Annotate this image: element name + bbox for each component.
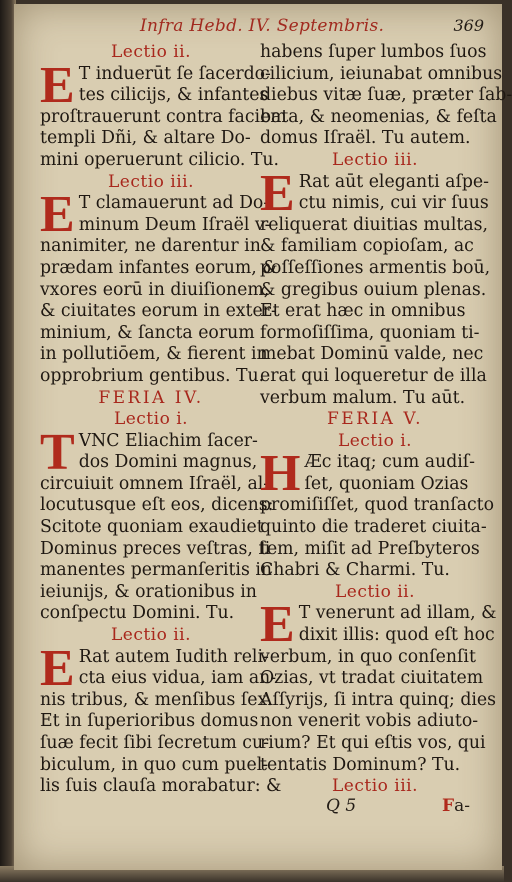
catchword-rest: a- bbox=[454, 796, 470, 816]
text-line: ieiunijs, & orationibus in bbox=[40, 581, 257, 602]
text-line: vxores eorū in diuiſionem, bbox=[40, 279, 270, 300]
text-line: promiſiſſet, quod tranſacto bbox=[260, 495, 495, 516]
text-line: dixit illis: quod eſt hoc bbox=[298, 625, 495, 646]
text-line: Rat autem Iudith reli- bbox=[78, 646, 269, 667]
text-line: Et erat hæc in omnibus bbox=[260, 301, 466, 322]
feria-block bbox=[260, 409, 495, 582]
text-line: Aſſyrijs, ſi intra quinq; dies bbox=[260, 689, 497, 710]
text-line: tes cilicijs, & infantes bbox=[78, 85, 269, 106]
lectio-block bbox=[40, 625, 282, 798]
lectio-block bbox=[40, 42, 287, 172]
text-line: proſtrauerunt contra faciem bbox=[40, 106, 287, 127]
text-line: diebus vitæ ſuæ, præter ſab- bbox=[260, 85, 512, 106]
text-line: lis ſuis clauſa morabatur: & bbox=[40, 776, 282, 797]
text-line: rium? Et qui eſtis vos, qui bbox=[260, 733, 486, 753]
text-line: locutusque eſt eos, dicens: bbox=[40, 495, 274, 516]
drop-cap-initial: E bbox=[260, 596, 295, 654]
text-line: mebat Dominū valde, nec bbox=[260, 344, 484, 365]
text-line: Rat aūt eleganti aſpe- bbox=[298, 171, 489, 192]
text-line: prædam infantes eorum, & bbox=[40, 257, 278, 278]
text-line: nis tribus, & menſibus ſex. bbox=[40, 689, 273, 710]
text-line: T clamauerunt ad Do- bbox=[78, 193, 270, 214]
drop-cap-initial: E bbox=[40, 639, 75, 697]
lectio-rubric: Lectio ii. bbox=[334, 581, 416, 602]
text-line: Et in ſuperioribus domus bbox=[40, 711, 259, 732]
page-footer bbox=[14, 796, 502, 826]
text-line: ſuæ fecit ſibi ſecretum cu- bbox=[40, 733, 269, 753]
text-line: domus Iſraël. Tu autem. bbox=[260, 128, 471, 149]
lectio-rubric: Lectio ii. bbox=[110, 625, 192, 646]
catchword bbox=[442, 796, 470, 816]
drop-cap-initial: H bbox=[260, 445, 301, 503]
feria-block bbox=[40, 387, 274, 626]
text-line: Ozias, vt tradat ciuitatem bbox=[260, 668, 484, 689]
lectio-block bbox=[260, 581, 497, 776]
text-line: tem, miſit ad Preſbyteros bbox=[260, 538, 480, 559]
lectio-block bbox=[40, 171, 278, 388]
lectio-rubric: Lectio i. bbox=[113, 409, 189, 430]
text-line: verbum, in quo conſenſit bbox=[260, 646, 476, 667]
text-line: nanimiter, ne darentur in bbox=[40, 236, 261, 257]
text-line: minium, & ſancta eorum bbox=[40, 322, 255, 343]
text-line: in pollutiōem, & fierent in bbox=[40, 344, 268, 365]
text-line: reliquerat diuitias multas, bbox=[260, 214, 488, 235]
text-line: conſpectu Domini. Tu. bbox=[40, 603, 235, 624]
drop-cap-initial: E bbox=[40, 56, 75, 114]
text-line: T venerunt ad illam, & bbox=[298, 603, 497, 624]
text-line: circuiuit omnem Iſraël, al- bbox=[40, 473, 270, 494]
text-line: non venerit vobis adiuto- bbox=[260, 711, 479, 732]
continued-text bbox=[260, 42, 512, 150]
lectio-block bbox=[260, 150, 490, 409]
text-line: Dominus preces veſtras, ſi bbox=[40, 538, 271, 559]
lectio-rubric: Lectio i. bbox=[337, 430, 413, 451]
drop-cap-initial: E bbox=[260, 164, 295, 222]
feria-heading: FERIA V. bbox=[326, 409, 424, 430]
text-line: formoſiſſima, quoniam ti- bbox=[260, 322, 480, 343]
lectio-rubric: Lectio iii. bbox=[108, 171, 194, 192]
text-line: & familiam copioſam, ac bbox=[260, 236, 474, 257]
drop-cap-initial: T bbox=[40, 423, 75, 481]
running-title: Infra Hebd. IV. Septembris. bbox=[140, 16, 385, 36]
page-number: 369 bbox=[453, 16, 484, 35]
text-line: Æc itaq; cum audiſ- bbox=[304, 452, 476, 473]
lectio-rubric: Lectio iii. bbox=[332, 776, 418, 797]
left-column bbox=[40, 42, 287, 798]
text-line: biculum, in quo cum puel- bbox=[40, 754, 269, 775]
lectio-rubric: Lectio ii. bbox=[110, 42, 192, 62]
right-column bbox=[260, 42, 512, 798]
catchword-initial: F bbox=[442, 796, 455, 816]
text-line: cta eius vidua, iam an- bbox=[78, 668, 277, 689]
text-line: ctu nimis, cui vir ſuus bbox=[298, 193, 489, 214]
text-line: Scitote quoniam exaudiet bbox=[40, 517, 264, 538]
text-line: minum Deum Iſraël v- bbox=[78, 214, 271, 235]
text-line: quinto die traderet ciuita- bbox=[260, 517, 487, 538]
text-line: mini operuerunt cilicio. Tu. bbox=[40, 149, 280, 170]
text-line: dos Domini magnus, bbox=[78, 452, 258, 473]
text-line: templi Dñi, & altare Do- bbox=[40, 128, 251, 149]
text-line: tentatis Dominum? Tu. bbox=[260, 754, 461, 775]
text-line: ſet, quoniam Ozias bbox=[304, 473, 469, 494]
text-line: cilicium, ieiunabat omnibus bbox=[260, 63, 503, 84]
text-line: Chabri & Charmi. Tu. bbox=[260, 560, 450, 581]
text-line: bata, & neomenias, & feſta bbox=[260, 106, 497, 127]
book-page bbox=[14, 4, 512, 870]
text-line: poſſeſſiones armentis boū, bbox=[260, 257, 491, 278]
lectio-rubric: Lectio iii. bbox=[332, 149, 418, 170]
drop-cap-initial: E bbox=[40, 186, 75, 244]
signature-mark: Q 5 bbox=[326, 796, 357, 816]
text-line: habens ſuper lumbos ſuos bbox=[260, 42, 487, 62]
text-line: verbum malum. Tu aūt. bbox=[260, 387, 466, 408]
text-line: & gregibus ouium plenas. bbox=[260, 279, 487, 300]
feria-heading: FERIA IV. bbox=[98, 387, 204, 408]
text-line: manentes permanſeritis in bbox=[40, 560, 272, 581]
text-line: opprobrium gentibus. Tu. bbox=[40, 365, 265, 386]
text-line: VNC Eliachim ſacer- bbox=[78, 430, 258, 451]
page-header bbox=[14, 16, 502, 40]
text-line: & ciuitates eorum in exter- bbox=[40, 301, 277, 322]
text-line: T induerūt ſe ſacerdo- bbox=[78, 63, 271, 84]
text-line: erat qui loqueretur de illa bbox=[260, 365, 487, 386]
